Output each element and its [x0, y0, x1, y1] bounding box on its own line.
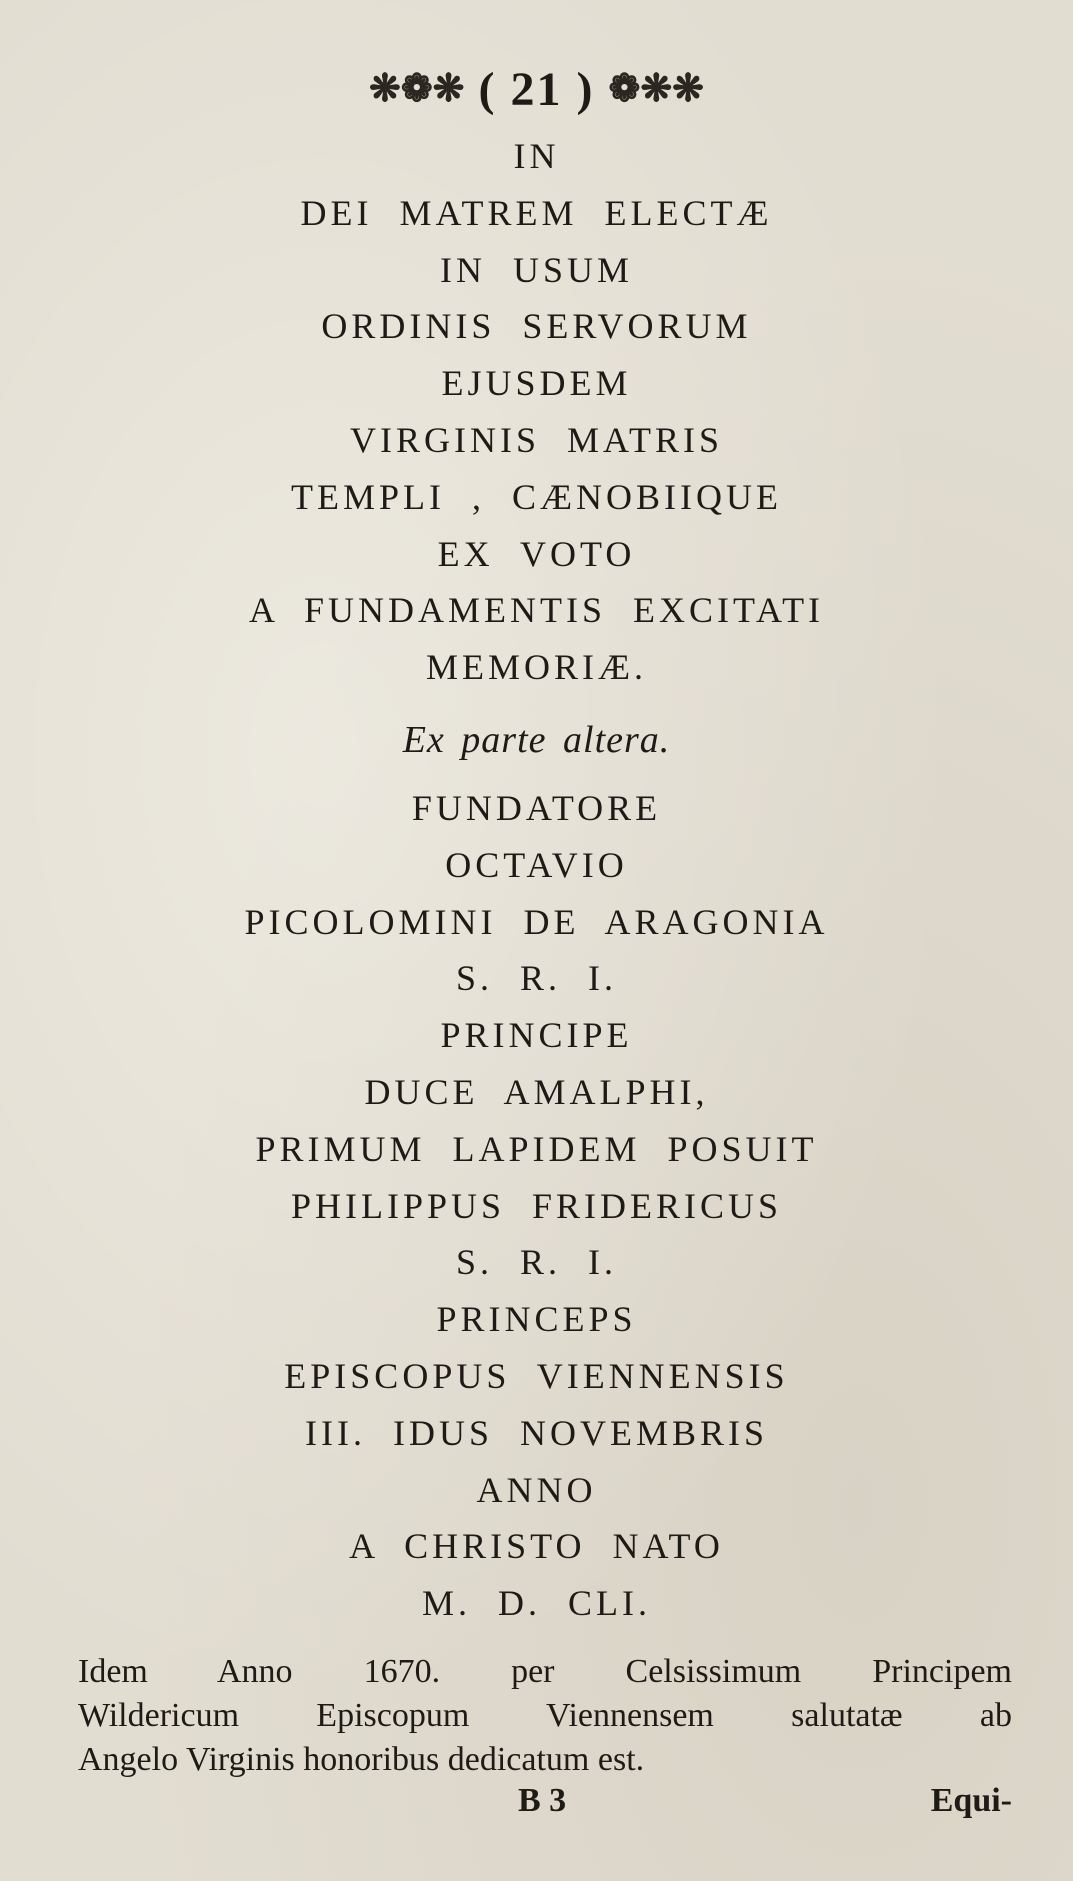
inscription-line: IN USUM [439, 249, 633, 290]
inscription-line: OCTAVIO [445, 844, 628, 885]
inscription-line: MEMORIÆ. [425, 647, 648, 688]
catchword: Equi- [930, 1782, 1012, 1819]
inscription-line: DUCE AMALPHI, [364, 1071, 709, 1112]
inscription-line: EX VOTO [437, 533, 636, 574]
signature-mark: B 3 [518, 1782, 567, 1819]
inscription-line: FUNDATORE [411, 787, 662, 828]
inscription-line: PHILIPPUS FRIDERICUS [290, 1185, 783, 1226]
inscription-line: PRINCIPE [440, 1015, 633, 1056]
page-number: ( 21 ) [478, 63, 595, 116]
inscription-line: A CHRISTO NATO [349, 1526, 724, 1567]
note-line: Idem Anno 1670. per Celsissimum Principem [78, 1653, 1012, 1690]
inscription-line: S. R. I. [455, 958, 618, 999]
note-line: Angelo Virginis honoribus dedicatum est. [78, 1741, 645, 1778]
inscription-line: PRINCEPS [436, 1299, 637, 1340]
inscription-line: PICOLOMINI DE ARAGONIA [244, 901, 829, 942]
inscription-line: M. D. CLI. [422, 1583, 651, 1624]
inscription-line: ORDINIS SERVORUM [321, 306, 752, 347]
inscription-line: ANNO [476, 1469, 597, 1510]
inscription-line: IN [513, 136, 560, 176]
dedication-note [78, 1650, 1012, 1782]
ornament-left-icon: ❋❁❋ [368, 68, 465, 110]
inscription-line: EPISCOPUS VIENNENSIS [284, 1355, 789, 1396]
page-header [0, 62, 1073, 117]
inscription [0, 128, 1073, 1632]
inscription-line: TEMPLI , CÆNOBIIQUE [291, 476, 782, 517]
inscription-line: DEI MATREM ELECTÆ [300, 192, 773, 233]
inscription-line: S. R. I. [455, 1242, 618, 1283]
inscription-line: III. IDUS NOVEMBRIS [305, 1412, 768, 1453]
inscription-line: PRIMUM LAPIDEM POSUIT [255, 1128, 818, 1169]
ornament-right-icon: ❁❋❋ [608, 68, 705, 110]
inscription-line: VIRGINIS MATRIS [349, 419, 724, 460]
subheading: Ex parte altera. [402, 718, 671, 761]
page-footer [78, 1782, 1012, 1832]
inscription-line: EJUSDEM [441, 363, 632, 404]
inscription-line: A FUNDAMENTIS EXCITATI [248, 590, 825, 631]
note-line: Wildericum Episcopum Viennensem salutatæ ab [78, 1697, 1012, 1734]
